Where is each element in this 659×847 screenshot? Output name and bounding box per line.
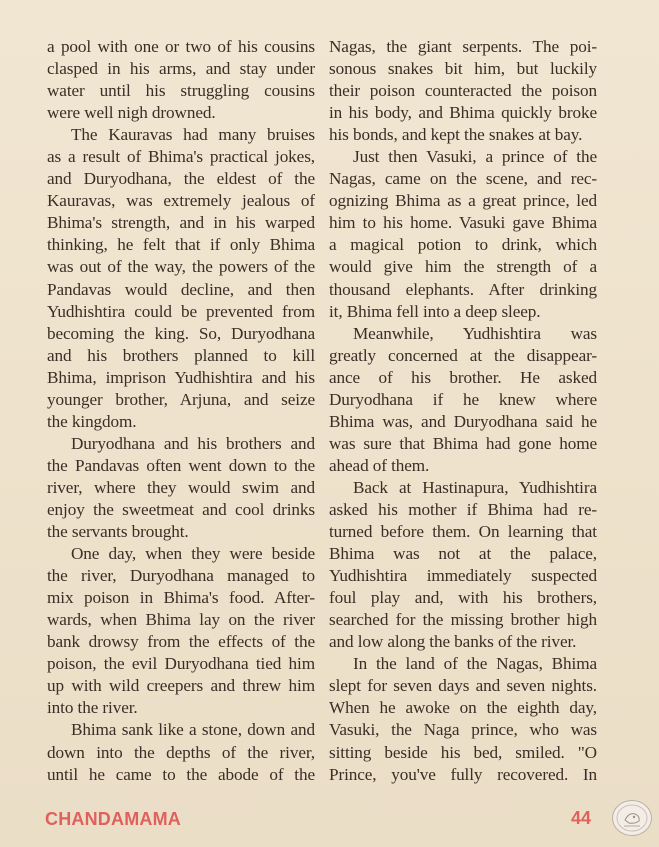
text-line: Pandavas would decline, and then <box>47 279 315 299</box>
text-line: water until his struggling cousins <box>47 81 315 101</box>
text-line: The Kauravas had many bruises <box>71 125 315 145</box>
text-line: Bhima, imprison Yudhishtira and his <box>47 367 315 387</box>
text-line: down into the depths of the river, <box>47 742 315 762</box>
text-line: Bhima was, and Duryodhana said he <box>329 411 597 431</box>
text-line: Bhima sank like a stone, down and <box>71 720 315 740</box>
text-line: a magical potion to drink, which <box>329 235 597 255</box>
text-line: in his body, and Bhima quickly broke <box>329 103 597 123</box>
text-line: would give him the strength of a <box>329 257 597 277</box>
text-line: Meanwhile, Yudhishtira was <box>353 323 597 343</box>
text-line: it, Bhima fell into a deep sleep. <box>329 301 541 321</box>
text-line: thousand elephants. After drinking <box>329 279 597 299</box>
text-line: Duryodhana and his brothers and <box>71 433 315 453</box>
text-line: were well nigh drowned. <box>47 103 216 123</box>
text-line: Nagas, came on the scene, and rec- <box>329 169 597 189</box>
magazine-brand: CHANDAMAMA <box>45 809 181 829</box>
text-line: Vasuki, the Naga prince, who was <box>329 720 597 740</box>
text-line: was sure that Bhima had gone home <box>329 433 597 453</box>
logo-stamp-icon <box>612 800 652 836</box>
text-line: younger brother, Arjuna, and seize <box>47 389 315 409</box>
text-line: enjoy the sweetmeat and cool drinks <box>47 499 315 519</box>
left-text-column <box>47 36 315 786</box>
text-line: was out of the way, the powers of the <box>47 257 315 277</box>
text-line: Back at Hastinapura, Yudhishtira <box>353 477 597 497</box>
text-line: and his brothers planned to kill <box>47 345 315 365</box>
text-line: turned before them. On learning that <box>329 522 597 542</box>
text-line: bank drowsy from the effects of the <box>47 632 315 652</box>
text-line: his bonds, and kept the snakes at bay. <box>329 125 583 145</box>
text-line: mix poison in Bhima's food. After- <box>47 588 315 608</box>
text-line: wards, when Bhima lay on the river <box>47 610 315 630</box>
text-line: In the land of the Nagas, Bhima <box>353 654 597 674</box>
text-line: thinking, he felt that if only Bhima <box>47 235 315 255</box>
text-line: becoming the king. So, Duryodhana <box>47 323 315 343</box>
right-text-column <box>329 36 597 786</box>
text-line: Nagas, the giant serpents. The poi- <box>329 37 597 56</box>
text-line: When he awoke on the eighth day, <box>329 698 597 718</box>
text-line: the river, Duryodhana managed to <box>47 566 315 586</box>
text-line: Yudhishtira could be prevented from <box>47 301 315 321</box>
text-line: sonous snakes bit him, but luckily <box>329 59 597 79</box>
text-line: the kingdom. <box>47 411 137 431</box>
text-line: Yudhishtira immediately suspected <box>329 566 597 586</box>
text-line: slept for seven days and seven nights. <box>329 676 597 696</box>
text-line: poison, the evil Duryodhana tied him <box>47 654 315 674</box>
text-line: sitting beside his bed, smiled. "O <box>329 742 597 762</box>
text-line: him to his home. Vasuki gave Bhima <box>329 213 597 233</box>
text-line: Bhima was not at the palace, <box>329 544 597 564</box>
text-line: the servants brought. <box>47 522 189 542</box>
text-line: Duryodhana if he knew where <box>329 389 597 409</box>
text-line: until he came to the abode of the <box>47 764 315 784</box>
text-line: asked his mother if Bhima had re- <box>329 499 597 519</box>
text-line: ognizing Bhima as a great prince, led <box>329 191 597 211</box>
text-line: foul play and, with his brothers, <box>329 588 597 608</box>
text-line: and low along the banks of the river. <box>329 632 577 652</box>
text-line: a pool with one or two of his cousins <box>47 37 315 56</box>
text-line: ance of his brother. He asked <box>329 367 597 387</box>
text-line: Just then Vasuki, a prince of the <box>353 147 597 167</box>
page-number: 44 <box>571 808 592 828</box>
text-line: the Pandavas often went down to the <box>47 455 315 475</box>
text-line: as a result of Bhima's practical jokes, <box>47 147 315 167</box>
text-line: clasped in his arms, and stay under <box>47 59 315 79</box>
text-line: greatly concerned at the disappear- <box>329 345 597 365</box>
text-line: Kauravas, was extremely jealous of <box>47 191 315 211</box>
text-line: One day, when they were beside <box>71 544 315 564</box>
text-line: river, where they would swim and <box>47 477 315 497</box>
text-line: Prince, you've fully recovered. In <box>329 764 597 784</box>
text-line: their poison counteracted the poison <box>329 81 597 101</box>
text-line: into the river. <box>47 698 138 718</box>
text-line: ahead of them. <box>329 455 430 475</box>
text-line: up with wild creepers and threw him <box>47 676 315 696</box>
text-line: and Duryodhana, the eldest of the <box>47 169 315 189</box>
text-line: searched for the missing brother high <box>329 610 597 630</box>
text-line: Bhima's strength, and in his warped <box>47 213 315 233</box>
